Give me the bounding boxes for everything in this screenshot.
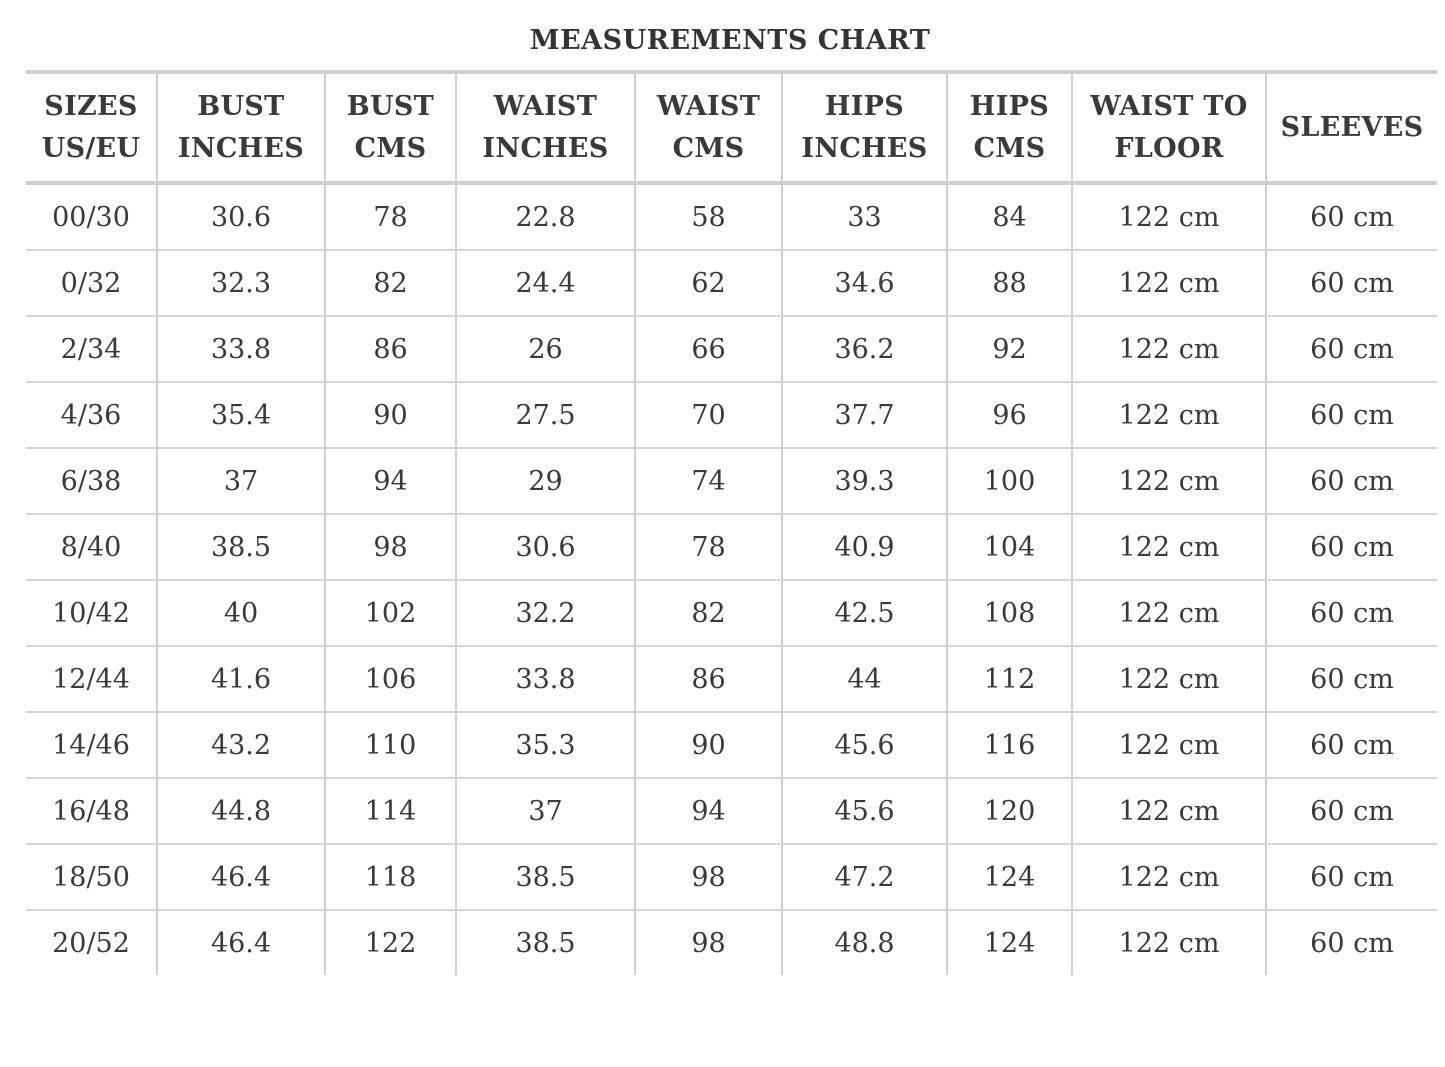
cell-hips-inches: 37.7	[782, 382, 947, 448]
header-line: INCHES	[177, 132, 305, 164]
cell-waist-cms: 70	[635, 382, 782, 448]
cell-waist-to-floor: 122 cm	[1072, 382, 1266, 448]
cell-bust-cms: 86	[325, 316, 456, 382]
cell-bust-cms: 118	[325, 844, 456, 910]
cell-hips-cms: 84	[947, 183, 1072, 250]
cell-hips-cms: 112	[947, 646, 1072, 712]
cell-waist-cms: 58	[635, 183, 782, 250]
cell-waist-cms: 98	[635, 844, 782, 910]
cell-size: 00/30	[26, 183, 157, 250]
cell-waist-cms: 74	[635, 448, 782, 514]
cell-waist-cms: 90	[635, 712, 782, 778]
cell-bust-cms: 82	[325, 250, 456, 316]
cell-waist-inches: 35.3	[456, 712, 635, 778]
header-line: FLOOR	[1114, 132, 1224, 164]
cell-hips-inches: 36.2	[782, 316, 947, 382]
cell-bust-inches: 30.6	[157, 183, 325, 250]
measurements-table	[26, 70, 1437, 975]
table-row	[26, 712, 1437, 778]
cell-sleeves: 60 cm	[1266, 316, 1437, 382]
cell-waist-cms: 94	[635, 778, 782, 844]
cell-sleeves: 60 cm	[1266, 910, 1437, 975]
header-line: INCHES	[801, 132, 928, 164]
cell-waist-inches: 27.5	[456, 382, 635, 448]
header-sleeves	[1266, 72, 1437, 183]
cell-bust-cms: 110	[325, 712, 456, 778]
cell-hips-inches: 34.6	[782, 250, 947, 316]
cell-sleeves: 60 cm	[1266, 580, 1437, 646]
cell-hips-inches: 48.8	[782, 910, 947, 975]
cell-waist-to-floor: 122 cm	[1072, 448, 1266, 514]
cell-waist-inches: 24.4	[456, 250, 635, 316]
cell-bust-cms: 94	[325, 448, 456, 514]
cell-bust-cms: 78	[325, 183, 456, 250]
cell-waist-to-floor: 122 cm	[1072, 183, 1266, 250]
cell-hips-cms: 124	[947, 844, 1072, 910]
cell-waist-inches: 32.2	[456, 580, 635, 646]
header-row	[26, 72, 1437, 183]
header-line: HIPS	[824, 90, 905, 122]
header-line: BUST	[346, 90, 435, 122]
cell-waist-inches: 30.6	[456, 514, 635, 580]
header-line: WAIST	[493, 90, 598, 122]
cell-bust-inches: 44.8	[157, 778, 325, 844]
cell-hips-cms: 92	[947, 316, 1072, 382]
cell-size: 18/50	[26, 844, 157, 910]
cell-waist-cms: 98	[635, 910, 782, 975]
cell-hips-inches: 42.5	[782, 580, 947, 646]
header-line: CMS	[672, 132, 745, 164]
cell-sleeves: 60 cm	[1266, 646, 1437, 712]
cell-hips-cms: 124	[947, 910, 1072, 975]
cell-hips-inches: 40.9	[782, 514, 947, 580]
table-row	[26, 448, 1437, 514]
cell-waist-inches: 38.5	[456, 910, 635, 975]
cell-hips-inches: 44	[782, 646, 947, 712]
header-line: INCHES	[482, 132, 609, 164]
cell-hips-cms: 100	[947, 448, 1072, 514]
header-hips-cms	[947, 72, 1072, 183]
cell-size: 0/32	[26, 250, 157, 316]
cell-hips-inches: 33	[782, 183, 947, 250]
header-line: WAIST TO	[1090, 90, 1248, 122]
cell-waist-inches: 26	[456, 316, 635, 382]
cell-sleeves: 60 cm	[1266, 844, 1437, 910]
cell-bust-cms: 90	[325, 382, 456, 448]
cell-waist-inches: 37	[456, 778, 635, 844]
cell-waist-to-floor: 122 cm	[1072, 778, 1266, 844]
cell-waist-cms: 66	[635, 316, 782, 382]
cell-bust-inches: 35.4	[157, 382, 325, 448]
cell-bust-inches: 40	[157, 580, 325, 646]
cell-waist-cms: 78	[635, 514, 782, 580]
cell-size: 12/44	[26, 646, 157, 712]
cell-waist-inches: 33.8	[456, 646, 635, 712]
cell-sleeves: 60 cm	[1266, 382, 1437, 448]
cell-bust-inches: 41.6	[157, 646, 325, 712]
cell-hips-cms: 88	[947, 250, 1072, 316]
cell-hips-cms: 108	[947, 580, 1072, 646]
cell-bust-cms: 114	[325, 778, 456, 844]
cell-waist-inches: 38.5	[456, 844, 635, 910]
table-row	[26, 580, 1437, 646]
table-row	[26, 316, 1437, 382]
cell-bust-cms: 102	[325, 580, 456, 646]
header-line: WAIST	[656, 90, 761, 122]
cell-bust-cms: 106	[325, 646, 456, 712]
cell-size: 16/48	[26, 778, 157, 844]
header-line: US/EU	[41, 132, 141, 164]
cell-sleeves: 60 cm	[1266, 514, 1437, 580]
cell-sleeves: 60 cm	[1266, 250, 1437, 316]
table-row	[26, 514, 1437, 580]
cell-size: 14/46	[26, 712, 157, 778]
cell-waist-to-floor: 122 cm	[1072, 712, 1266, 778]
header-bust-inches	[157, 72, 325, 183]
cell-sleeves: 60 cm	[1266, 183, 1437, 250]
header-waist-cms	[635, 72, 782, 183]
page-title: MEASUREMENTS CHART	[529, 25, 931, 52]
cell-size: 20/52	[52, 927, 130, 959]
cell-hips-inches: 47.2	[782, 844, 947, 910]
cell-size: 8/40	[26, 514, 157, 580]
cell-hips-inches: 39.3	[782, 448, 947, 514]
cell-hips-inches: 45.6	[782, 778, 947, 844]
cell-sleeves: 60 cm	[1266, 448, 1437, 514]
cell-hips-cms: 96	[947, 382, 1072, 448]
header-line: HIPS	[969, 90, 1050, 122]
cell-waist-inches: 22.8	[456, 183, 635, 250]
cell-sleeves: 60 cm	[1266, 778, 1437, 844]
cell-waist-cms: 82	[635, 580, 782, 646]
table-header	[26, 72, 1437, 183]
table-row	[26, 910, 1437, 975]
table-row	[26, 183, 1437, 250]
cell-size: 2/34	[26, 316, 157, 382]
cell-bust-cms: 98	[325, 514, 456, 580]
cell-bust-inches: 38.5	[157, 514, 325, 580]
cell-bust-cms: 122	[325, 910, 456, 975]
cell-hips-cms: 120	[947, 778, 1072, 844]
cell-bust-inches: 46.4	[157, 844, 325, 910]
cell-waist-to-floor: 122 cm	[1072, 844, 1266, 910]
cell-bust-inches: 32.3	[157, 250, 325, 316]
cell-hips-cms: 104	[947, 514, 1072, 580]
header-sizes	[26, 72, 157, 183]
cell-waist-to-floor: 122 cm	[1072, 646, 1266, 712]
header-waist-inches	[456, 72, 635, 183]
table-row	[26, 778, 1437, 844]
cell-waist-to-floor: 122 cm	[1072, 910, 1266, 975]
header-line: SLEEVES	[1280, 111, 1424, 143]
cell-waist-inches: 29	[456, 448, 635, 514]
cell-bust-inches: 33.8	[157, 316, 325, 382]
table-row	[26, 646, 1437, 712]
title-container	[0, 0, 1445, 52]
cell-waist-to-floor: 122 cm	[1072, 514, 1266, 580]
cell-waist-to-floor: 122 cm	[1072, 580, 1266, 646]
cell-hips-cms: 116	[947, 712, 1072, 778]
header-line: CMS	[354, 132, 427, 164]
cell-waist-cms: 86	[635, 646, 782, 712]
cell-size: 6/38	[26, 448, 157, 514]
table-body	[26, 183, 1437, 975]
header-line: SIZES	[44, 90, 138, 122]
header-hips-inches	[782, 72, 947, 183]
cell-bust-inches: 37	[157, 448, 325, 514]
header-bust-cms	[325, 72, 456, 183]
header-line: CMS	[973, 132, 1046, 164]
cell-bust-inches: 43.2	[157, 712, 325, 778]
cell-size: 4/36	[26, 382, 157, 448]
header-line: BUST	[197, 90, 285, 122]
cell-waist-to-floor: 122 cm	[1072, 250, 1266, 316]
cell-waist-cms: 62	[635, 250, 782, 316]
cell-waist-to-floor: 122 cm	[1072, 316, 1266, 382]
table-row	[26, 250, 1437, 316]
header-waist-to-floor	[1072, 72, 1266, 183]
cell-size: 10/42	[26, 580, 157, 646]
cell-hips-inches: 45.6	[782, 712, 947, 778]
table-row	[26, 382, 1437, 448]
cell-bust-inches: 46.4	[157, 910, 325, 975]
cell-sleeves: 60 cm	[1266, 712, 1437, 778]
table-row	[26, 844, 1437, 910]
